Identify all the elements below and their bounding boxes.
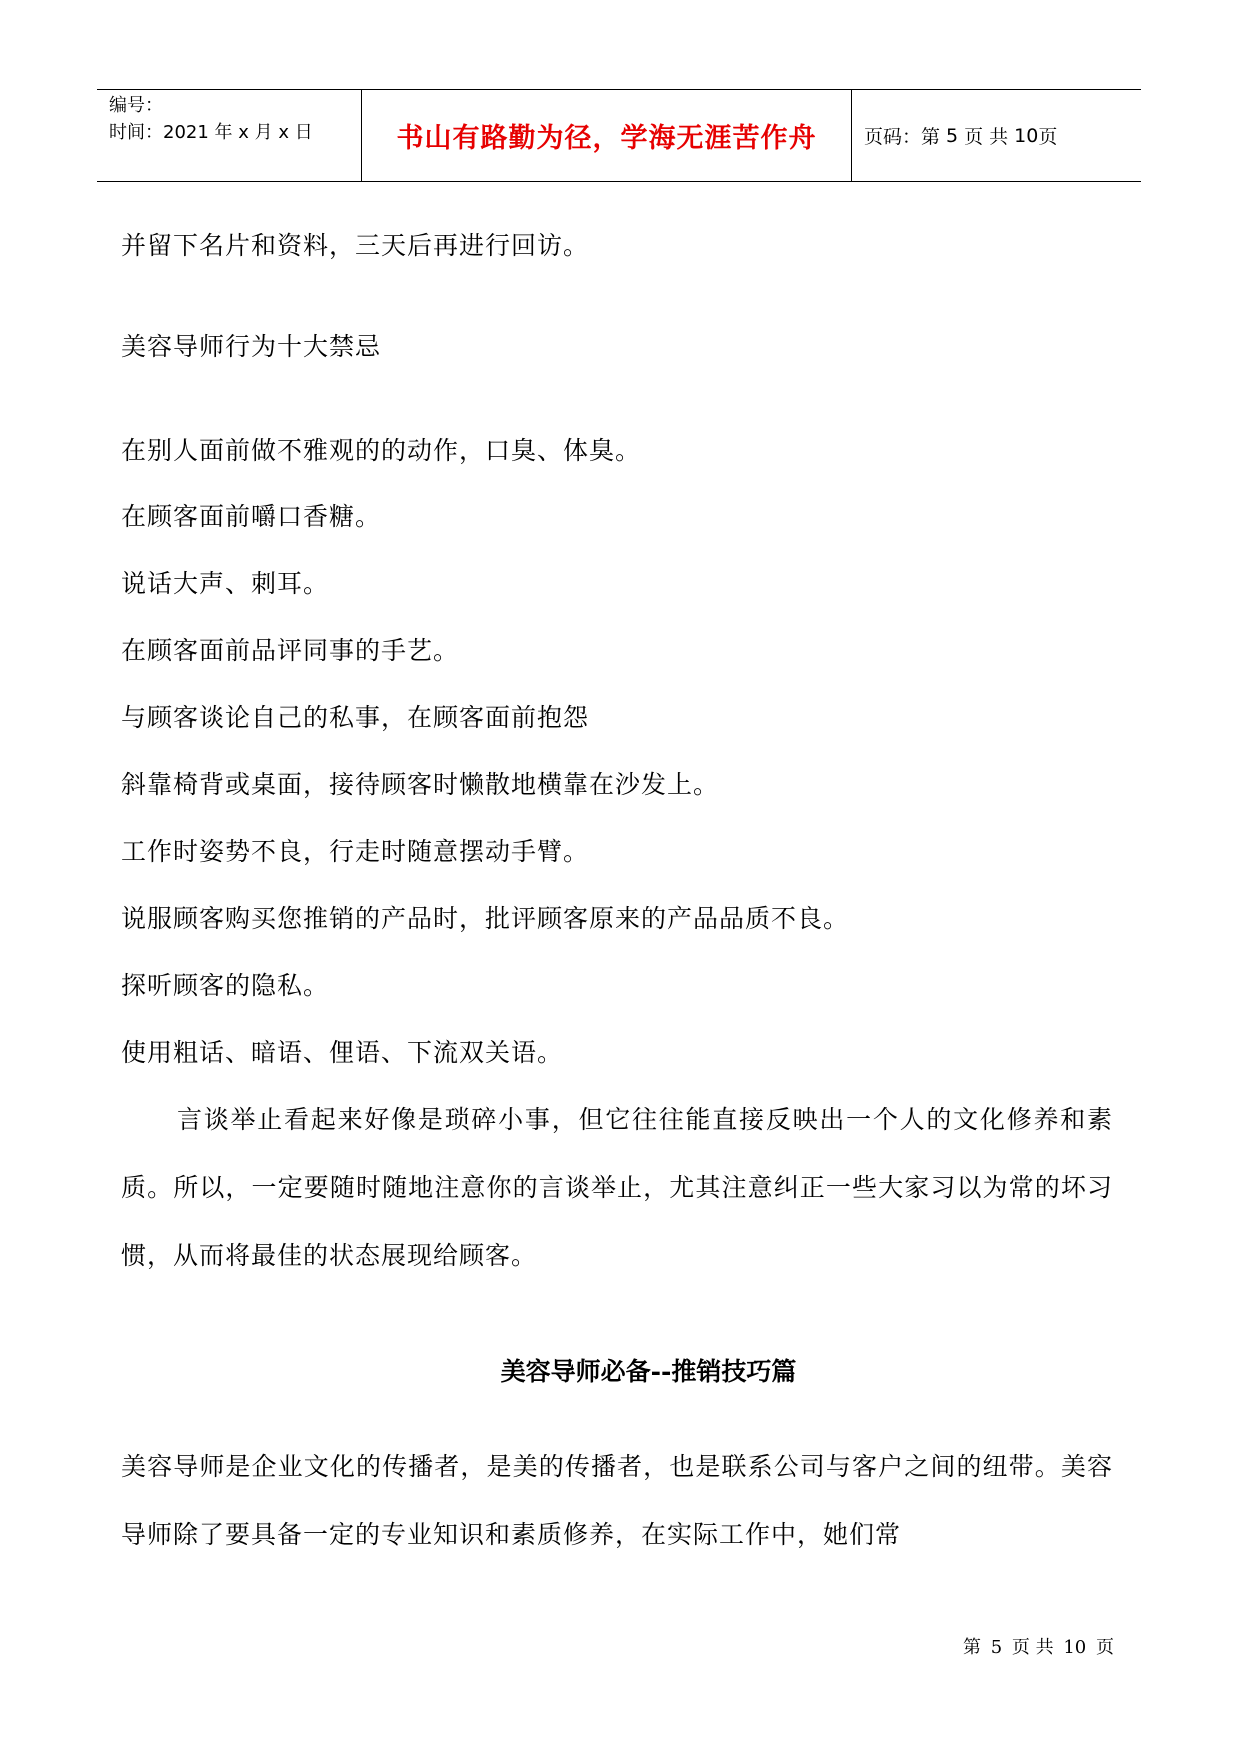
intro-line: 并留下名片和资料，三天后再进行回访。 bbox=[121, 231, 590, 260]
header-page-mid: 页 共 bbox=[964, 126, 1009, 148]
taboo-item: 说服顾客购买您推销的产品时，批评顾客原来的产品品质不良。 bbox=[121, 904, 850, 933]
header-page-number: 5 bbox=[946, 124, 959, 147]
taboo-item: 探听顾客的隐私。 bbox=[121, 971, 330, 1000]
taboo-item: 与顾客谈论自己的私事，在顾客面前抱怨 bbox=[121, 703, 590, 732]
taboo-item: 工作时姿势不良，行走时随意摆动手臂。 bbox=[121, 837, 590, 866]
footer-suffix: 页 bbox=[1096, 1637, 1114, 1658]
header-page-info bbox=[852, 90, 1141, 181]
footer-page-number: 5 bbox=[990, 1637, 1003, 1658]
taboo-item: 斜靠椅背或桌面，接待顾客时懒散地横靠在沙发上。 bbox=[121, 770, 720, 799]
date-label: 时间：2021 年 x 月 x 日 bbox=[109, 122, 313, 143]
section-paragraph: 美容导师是企业文化的传播者，是美的传播者，也是联系公司与客户之间的纽带。美容导师除了要具备一定的专业知识和素质修养，在实际工作中，她们常 bbox=[121, 1452, 1113, 1549]
taboo-item: 在别人面前做不雅观的的动作，口臭、体臭。 bbox=[121, 436, 642, 465]
summary-paragraph: 言谈举止看起来好像是琐碎小事，但它往往能直接反映出一个人的文化修养和素质。所以，一定要随时随地注意你的言谈举止，尤其注意纠正一些大家习以为常的坏习惯，从而将最佳的状态展现给顾客。 bbox=[121, 1105, 1113, 1270]
page-footer bbox=[959, 1637, 1114, 1659]
footer-prefix: 第 bbox=[962, 1637, 981, 1658]
header-page-total: 10 bbox=[1014, 124, 1039, 147]
number-label: 编号： bbox=[109, 95, 163, 116]
header-page-prefix: 页码：第 bbox=[864, 126, 941, 148]
taboo-item: 说话大声、刺耳。 bbox=[121, 569, 330, 598]
taboo-item: 在顾客面前品评同事的手艺。 bbox=[121, 636, 460, 665]
footer-page-total: 10 bbox=[1063, 1637, 1087, 1658]
taboo-item: 在顾客面前嚼口香糖。 bbox=[121, 502, 382, 531]
taboo-title: 美容导师行为十大禁忌 bbox=[121, 332, 382, 361]
header-page-suffix: 页 bbox=[1038, 126, 1058, 148]
header-motto: 书山有路勤为径，学海无涯苦作舟 bbox=[362, 90, 852, 181]
document-header bbox=[97, 89, 1141, 182]
section-heading: 美容导师必备--推销技巧篇 bbox=[500, 1357, 797, 1386]
footer-mid: 页 共 bbox=[1011, 1637, 1054, 1658]
taboo-item: 使用粗话、暗语、俚语、下流双关语。 bbox=[121, 1038, 564, 1067]
header-meta bbox=[97, 90, 362, 181]
